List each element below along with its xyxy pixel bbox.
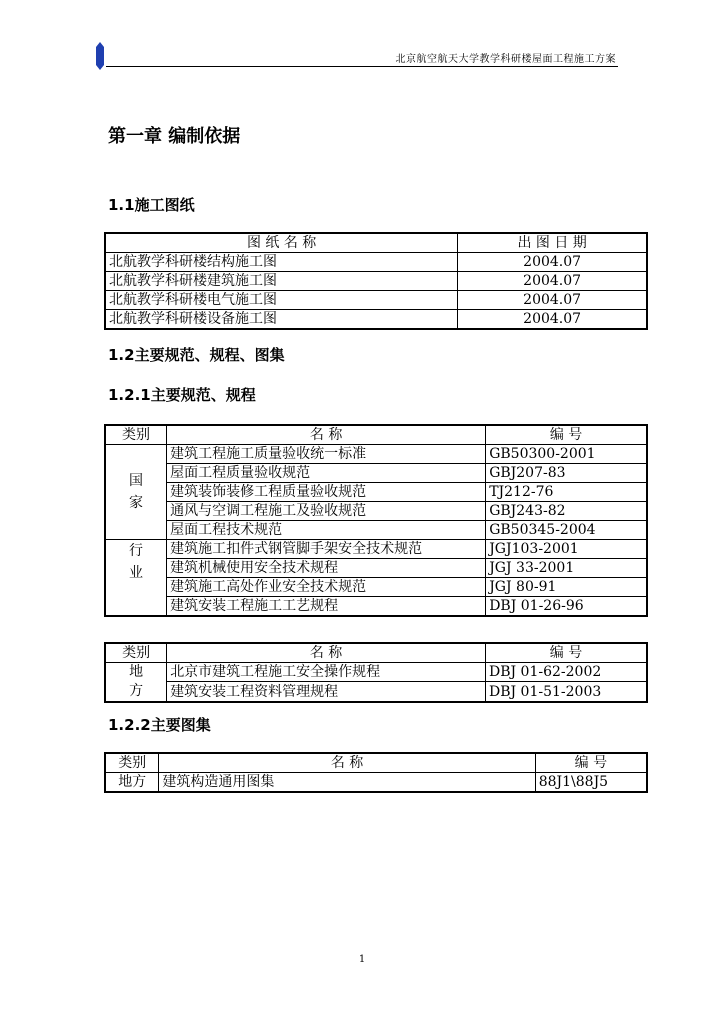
table-row <box>105 253 647 272</box>
header-category: 类别 <box>105 643 167 663</box>
table-header-row <box>105 643 647 663</box>
standard-code: GB50300-2001 <box>486 445 647 464</box>
header-code: 编 号 <box>485 643 647 663</box>
drawing-name: 北航教学科研楼设备施工图 <box>105 310 458 330</box>
category-local: 地 方 <box>105 663 167 703</box>
standard-code: JGJ 33-2001 <box>486 559 647 578</box>
standard-name: 北京市建筑工程施工安全操作规程 <box>167 663 486 682</box>
standard-name: 建筑施工高处作业安全技术规范 <box>167 578 486 597</box>
page-number: 1 <box>358 954 366 965</box>
section-1-1-title: 1.1施工图纸 <box>108 196 195 214</box>
drawing-date: 2004.07 <box>458 253 647 272</box>
table-row <box>105 291 647 310</box>
atlas-category: 地方 <box>105 773 159 793</box>
atlas-table <box>104 752 648 793</box>
table-row <box>105 445 647 464</box>
standard-code: TJ212-76 <box>486 483 647 502</box>
standard-name: 屋面工程技术规范 <box>167 521 486 540</box>
drawing-date: 2004.07 <box>458 272 647 291</box>
header-mark <box>96 42 104 70</box>
standard-name: 建筑装饰装修工程质量验收规范 <box>167 483 486 502</box>
drawing-name: 北航教学科研楼结构施工图 <box>105 253 458 272</box>
drawing-date: 2004.07 <box>458 310 647 330</box>
standard-name: 屋面工程质量验收规范 <box>167 464 486 483</box>
table-row <box>105 310 647 330</box>
category-national: 国 家 <box>105 445 167 540</box>
standard-name: 建筑机械使用安全技术规程 <box>167 559 486 578</box>
section-1-2-1-title: 1.2.1主要规范、规程 <box>108 386 256 404</box>
standard-name: 通风与空调工程施工及验收规范 <box>167 502 486 521</box>
table-header-row <box>105 425 647 445</box>
header-code: 编 号 <box>535 753 647 773</box>
standard-code: DBJ 01-26-96 <box>486 597 647 617</box>
drawings-table <box>104 232 648 330</box>
header-category: 类别 <box>105 425 167 445</box>
standard-code: DBJ 01-51-2003 <box>485 682 647 702</box>
drawing-date: 2004.07 <box>458 291 647 310</box>
standard-code: GBJ207-83 <box>486 464 647 483</box>
atlas-code: 88J1\88J5 <box>535 773 647 793</box>
table-row <box>105 464 647 483</box>
standard-name: 建筑安装工程资料管理规程 <box>167 682 486 702</box>
local-standards-table <box>104 642 648 703</box>
standard-code: DBJ 01-62-2002 <box>485 663 647 682</box>
header-date: 出 图 日 期 <box>458 233 647 253</box>
standard-code: JGJ103-2001 <box>486 540 647 559</box>
header-rule <box>106 66 618 67</box>
drawing-name: 北航教学科研楼建筑施工图 <box>105 272 458 291</box>
header-category: 类别 <box>105 753 159 773</box>
header-name: 名 称 <box>167 643 486 663</box>
section-1-2-title: 1.2主要规范、规程、图集 <box>108 346 285 364</box>
table-row <box>105 272 647 291</box>
header-name: 名 称 <box>159 753 535 773</box>
standard-code: GB50345-2004 <box>486 521 647 540</box>
standard-name: 建筑安装工程施工工艺规程 <box>167 597 486 617</box>
table-row <box>105 483 647 502</box>
header-name: 名 称 <box>167 425 486 445</box>
table-header-row <box>105 233 647 253</box>
header-code: 编 号 <box>486 425 647 445</box>
table-header-row <box>105 753 647 773</box>
standard-name: 建筑施工扣件式钢管脚手架安全技术规范 <box>167 540 486 559</box>
drawing-name: 北航教学科研楼电气施工图 <box>105 291 458 310</box>
standard-name: 建筑工程施工质量验收统一标准 <box>167 445 486 464</box>
table-row <box>105 682 647 702</box>
table-row <box>105 578 647 597</box>
section-1-2-2-title: 1.2.2主要图集 <box>108 716 211 734</box>
standards-table <box>104 424 648 617</box>
table-row <box>105 597 647 617</box>
header-name: 图 纸 名 称 <box>105 233 458 253</box>
category-industry: 行 业 <box>105 540 167 617</box>
table-row <box>105 502 647 521</box>
table-row <box>105 559 647 578</box>
table-row <box>105 773 647 793</box>
table-row <box>105 540 647 559</box>
page-header-title: 北京航空航天大学教学科研楼屋面工程施工方案 <box>395 54 616 65</box>
standard-code: JGJ 80-91 <box>486 578 647 597</box>
standard-code: GBJ243-82 <box>486 502 647 521</box>
chapter-title: 第一章 编制依据 <box>108 126 241 147</box>
table-row <box>105 663 647 682</box>
table-row <box>105 521 647 540</box>
atlas-name: 建筑构造通用图集 <box>159 773 535 793</box>
